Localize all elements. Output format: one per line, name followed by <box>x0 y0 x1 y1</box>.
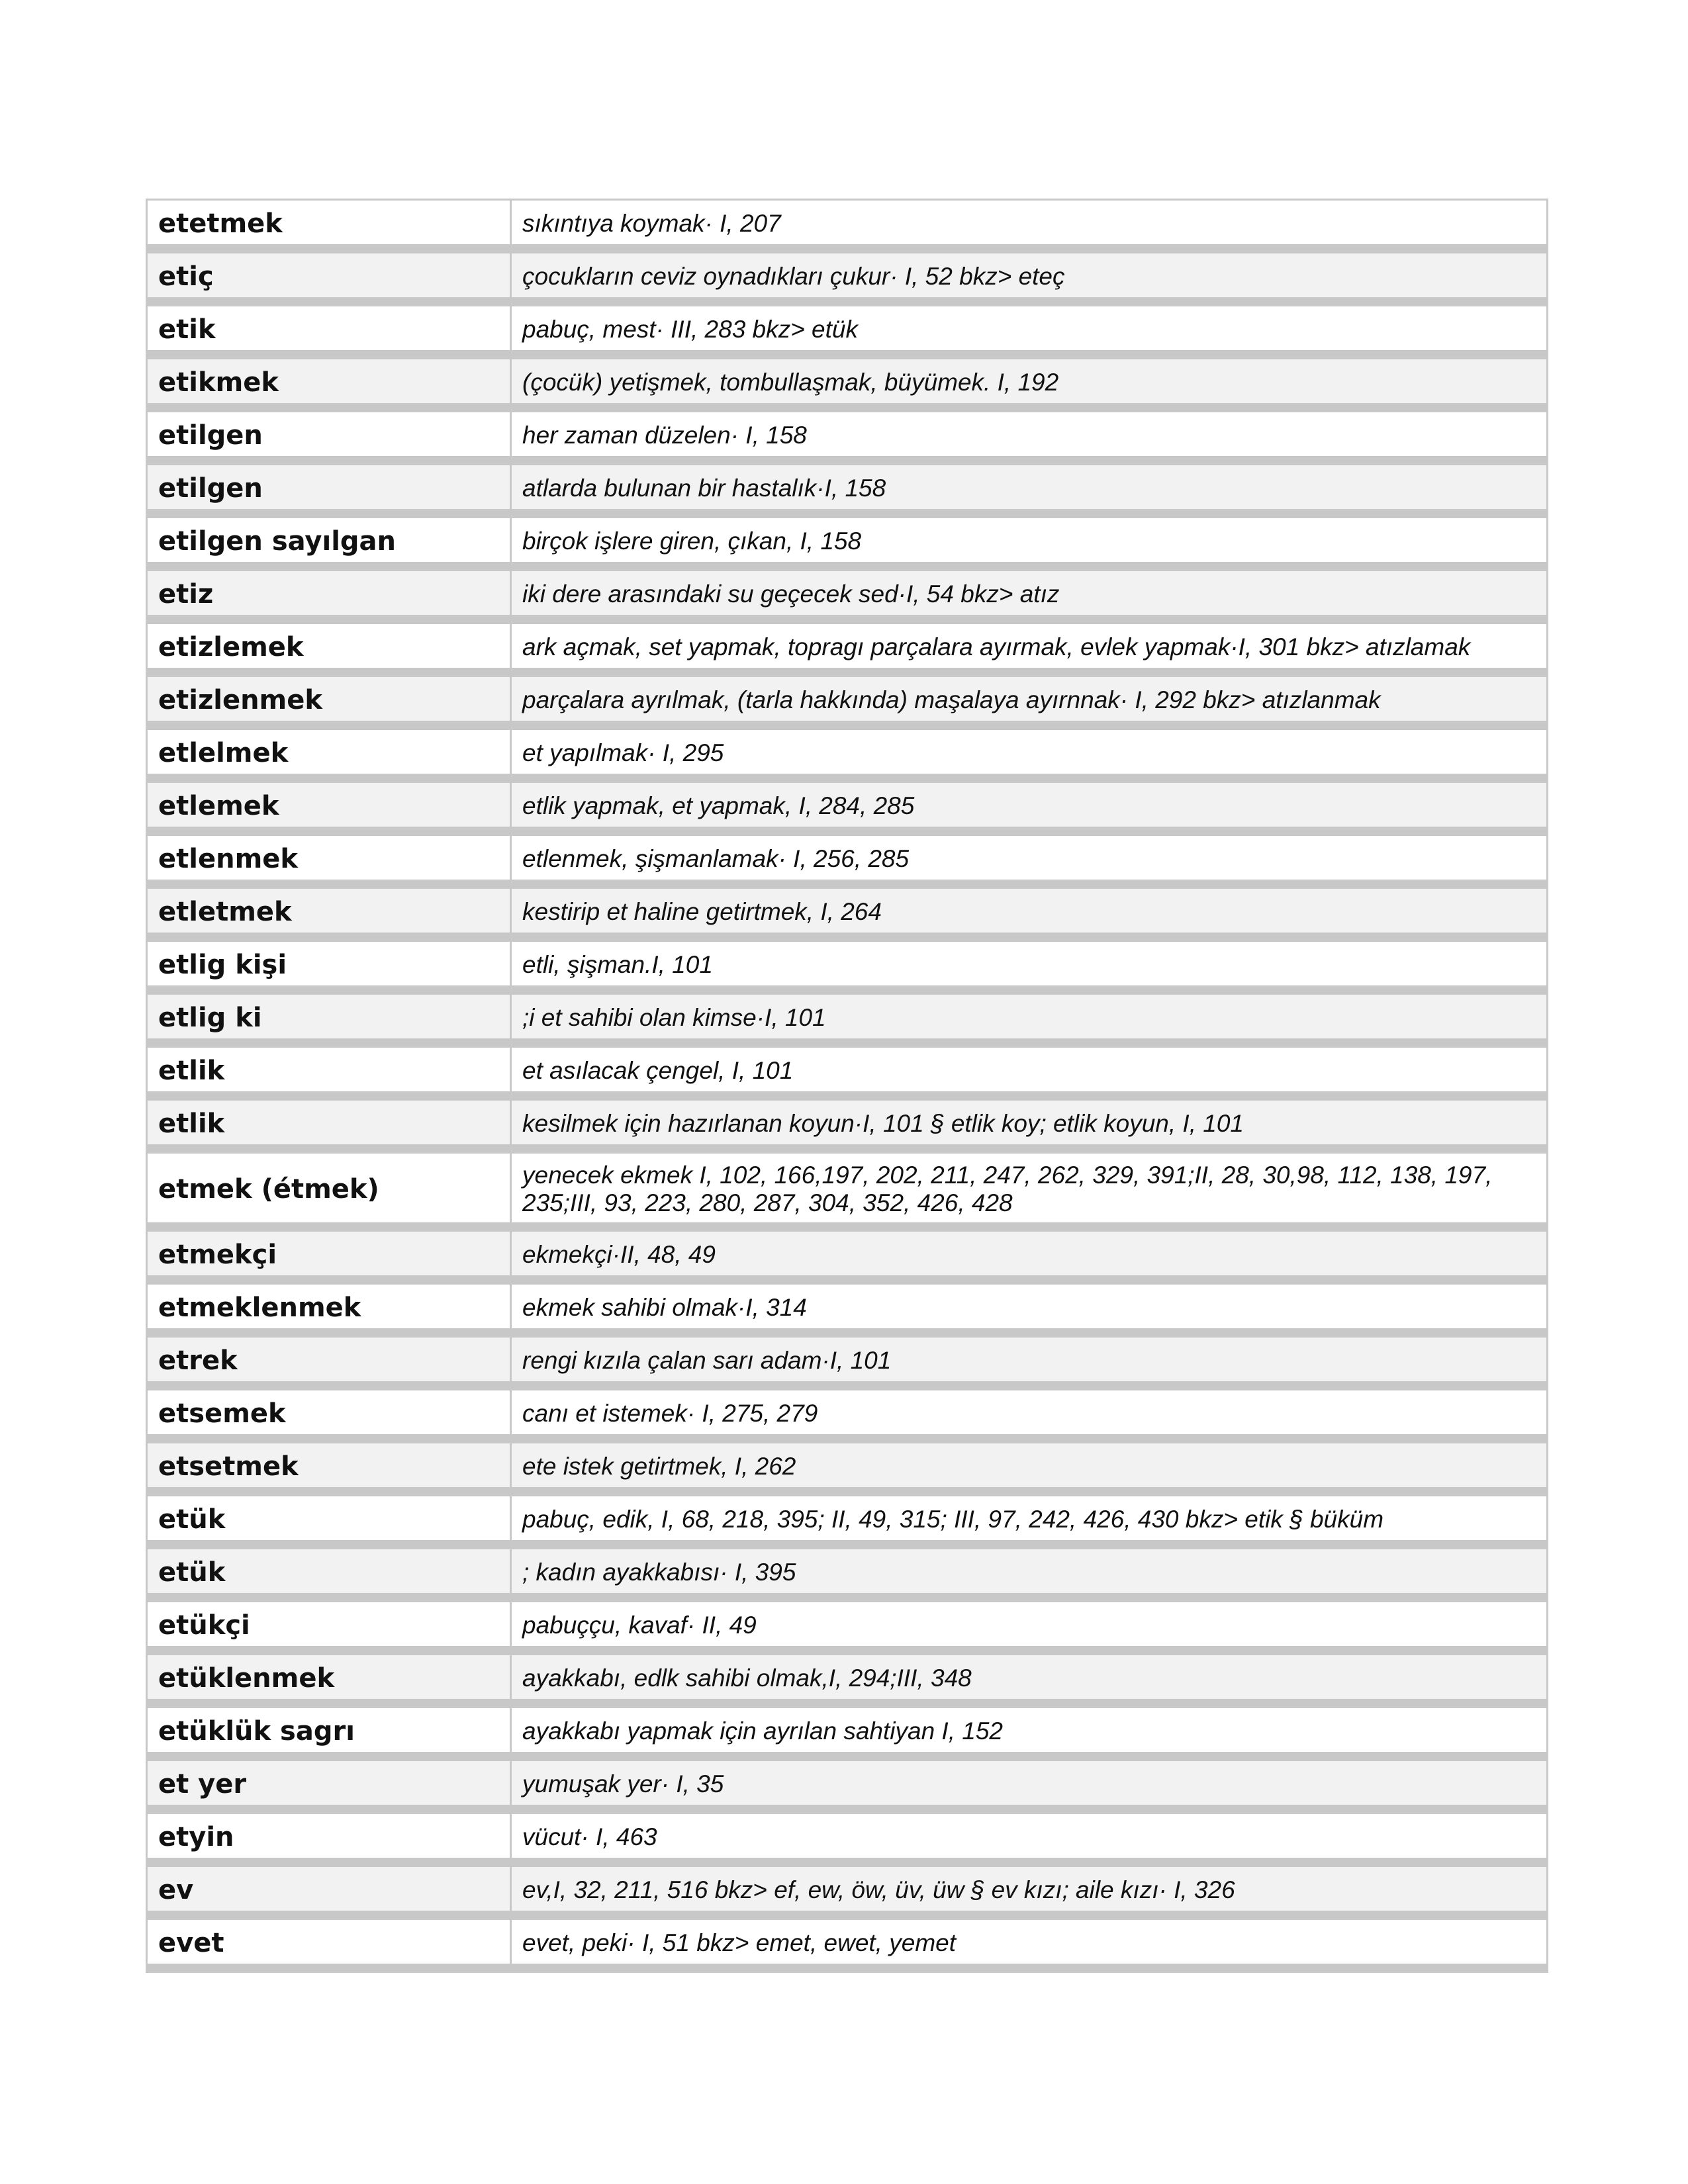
entry-term: etük <box>147 1492 511 1545</box>
entry-term: ev <box>147 1862 511 1915</box>
entry-definition: pabuç, mest· III, 283 bkz> etük <box>511 302 1548 355</box>
entry-term: etilgen sayılgan <box>147 514 511 567</box>
entry-term: etletmek <box>147 884 511 937</box>
table-row <box>147 1704 1548 1756</box>
entry-term: etmeklenmek <box>147 1280 511 1333</box>
table-row <box>147 302 1548 355</box>
entry-definition: sıkıntıya koymak· I, 207 <box>511 200 1548 250</box>
table-row <box>147 937 1548 990</box>
entry-definition: etlik yapmak, et yapmak, I, 284, 285 <box>511 778 1548 831</box>
entry-definition: ayakkabı, edlk sahibi olmak,I, 294;III, 348 <box>511 1651 1548 1704</box>
table-row <box>147 408 1548 461</box>
entry-definition: canı et istemek· I, 275, 279 <box>511 1386 1548 1439</box>
table-row <box>147 461 1548 514</box>
entry-term: etüklük sagrı <box>147 1704 511 1756</box>
entry-definition: ekmekçi·II, 48, 49 <box>511 1227 1548 1280</box>
entry-definition: atlarda bulunan bir hastalık·I, 158 <box>511 461 1548 514</box>
entry-term: etlig ki <box>147 990 511 1043</box>
entry-term: etmek (étmek) <box>147 1149 511 1227</box>
table-row <box>147 672 1548 725</box>
entry-definition: kesilmek için hazırlanan koyun·I, 101 § etlik koy; etlik koyun, I, 101 <box>511 1096 1548 1149</box>
entry-definition: etli, şişman.I, 101 <box>511 937 1548 990</box>
entry-term: etilgen <box>147 461 511 514</box>
entry-term: etlelmek <box>147 725 511 778</box>
entry-definition: vücut· I, 463 <box>511 1809 1548 1862</box>
table-row <box>147 1096 1548 1149</box>
table-row <box>147 355 1548 408</box>
entry-definition: ete istek getirtmek, I, 262 <box>511 1439 1548 1492</box>
entry-definition: birçok işlere giren, çıkan, I, 158 <box>511 514 1548 567</box>
entry-term: etmekçi <box>147 1227 511 1280</box>
table-row <box>147 1386 1548 1439</box>
entry-definition: yenecek ekmek I, 102, 166,197, 202, 211, 247, 262, 329, 391;II, 28, 30,98, 112, 138, 197, 235;III, 93, 223, 280, 287, 304, 352, 426, 428 <box>511 1149 1548 1227</box>
entry-definition: ev,I, 32, 211, 516 bkz> ef, ew, öw, üv, üw § ev kızı; aile kızı· I, 326 <box>511 1862 1548 1915</box>
table-row <box>147 1043 1548 1096</box>
entry-term: etlenmek <box>147 831 511 884</box>
entry-definition: ;i et sahibi olan kimse·I, 101 <box>511 990 1548 1043</box>
entry-term: etsetmek <box>147 1439 511 1492</box>
entry-definition: (çocük) yetişmek, tombullaşmak, büyümek. I, 192 <box>511 355 1548 408</box>
table-row <box>147 884 1548 937</box>
entry-definition: pabuç, edik, I, 68, 218, 395; II, 49, 315; III, 97, 242, 426, 430 bkz> etik § büküm <box>511 1492 1548 1545</box>
table-row <box>147 1227 1548 1280</box>
entry-term: etlik <box>147 1096 511 1149</box>
table-row <box>147 1333 1548 1386</box>
entry-term: etiç <box>147 249 511 302</box>
entry-definition: rengi kızıla çalan sarı adam·I, 101 <box>511 1333 1548 1386</box>
entry-term: etsemek <box>147 1386 511 1439</box>
entry-term: etizlemek <box>147 619 511 672</box>
table-row <box>147 514 1548 567</box>
entry-term: etiz <box>147 567 511 619</box>
entry-term: etilgen <box>147 408 511 461</box>
entry-term: etikmek <box>147 355 511 408</box>
entry-definition: ekmek sahibi olmak·I, 314 <box>511 1280 1548 1333</box>
entry-term: etyin <box>147 1809 511 1862</box>
table-row <box>147 1651 1548 1704</box>
entry-term: et yer <box>147 1756 511 1809</box>
table-row <box>147 1756 1548 1809</box>
table-row <box>147 1915 1548 1968</box>
entry-definition: evet, peki· I, 51 bkz> emet, ewet, yemet <box>511 1915 1548 1968</box>
entry-term: etik <box>147 302 511 355</box>
entry-term: etlik <box>147 1043 511 1096</box>
entry-definition: et yapılmak· I, 295 <box>511 725 1548 778</box>
entry-definition: her zaman düzelen· I, 158 <box>511 408 1548 461</box>
entry-definition: parçalara ayrılmak, (tarla hakkında) maşalaya ayırnnak· I, 292 bkz> atızlanmak <box>511 672 1548 725</box>
entry-term: etizlenmek <box>147 672 511 725</box>
entry-definition: etlenmek, şişmanlamak· I, 256, 285 <box>511 831 1548 884</box>
entry-term: etlemek <box>147 778 511 831</box>
entry-term: etük <box>147 1545 511 1598</box>
entry-term: etlig kişi <box>147 937 511 990</box>
entry-term: evet <box>147 1915 511 1968</box>
table-row <box>147 1809 1548 1862</box>
entry-term: etrek <box>147 1333 511 1386</box>
table-row <box>147 725 1548 778</box>
glossary-body <box>147 200 1548 1969</box>
table-row <box>147 200 1548 250</box>
entry-term: etükçi <box>147 1598 511 1651</box>
table-row <box>147 619 1548 672</box>
table-row <box>147 1280 1548 1333</box>
entry-definition: iki dere arasındaki su geçecek sed·I, 54 bkz> atız <box>511 567 1548 619</box>
table-row <box>147 249 1548 302</box>
table-row <box>147 778 1548 831</box>
entry-definition: ayakkabı yapmak için ayrılan sahtiyan I, 152 <box>511 1704 1548 1756</box>
entry-definition: pabuççu, kavaf· II, 49 <box>511 1598 1548 1651</box>
glossary-table <box>146 199 1548 1973</box>
table-row <box>147 831 1548 884</box>
table-row <box>147 1598 1548 1651</box>
entry-term: etüklenmek <box>147 1651 511 1704</box>
table-row <box>147 1862 1548 1915</box>
entry-definition: et asılacak çengel, I, 101 <box>511 1043 1548 1096</box>
entry-definition: yumuşak yer· I, 35 <box>511 1756 1548 1809</box>
table-row <box>147 1149 1548 1227</box>
entry-term: etetmek <box>147 200 511 250</box>
table-row <box>147 1545 1548 1598</box>
table-row <box>147 990 1548 1043</box>
entry-definition: ark açmak, set yapmak, topragı parçalara ayırmak, evlek yapmak·I, 301 bkz> atızlamak <box>511 619 1548 672</box>
table-row <box>147 567 1548 619</box>
entry-definition: çocukların ceviz oynadıkları çukur· I, 52 bkz> eteç <box>511 249 1548 302</box>
entry-definition: ; kadın ayakkabısı· I, 395 <box>511 1545 1548 1598</box>
table-row <box>147 1439 1548 1492</box>
entry-definition: kestirip et haline getirtmek, I, 264 <box>511 884 1548 937</box>
table-row <box>147 1492 1548 1545</box>
